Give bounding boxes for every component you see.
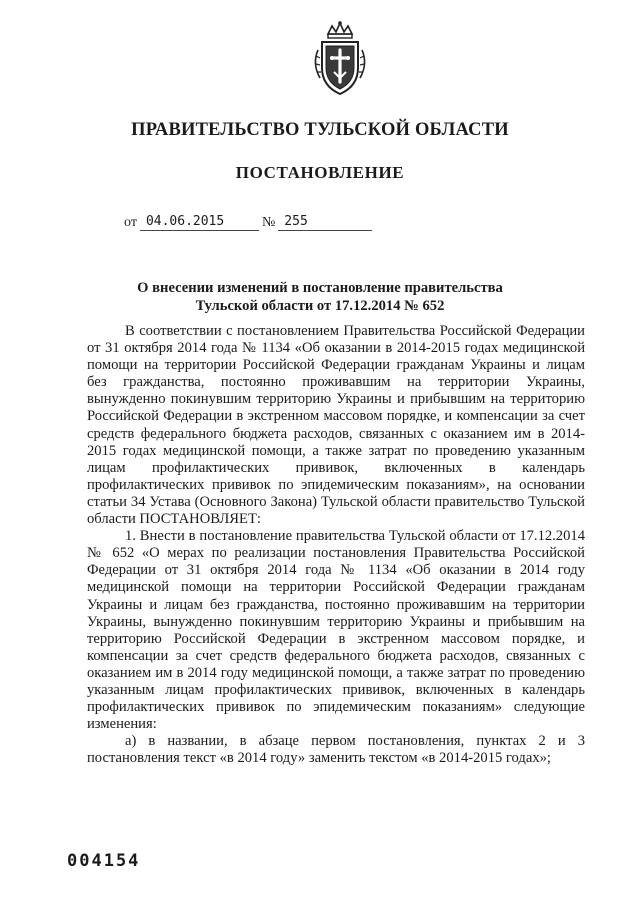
date-prefix: от <box>124 215 137 230</box>
document-body <box>87 323 585 767</box>
number-prefix: № <box>261 215 276 230</box>
body-paragraph-item-1a: а) в названии, в абзаце первом постановления, пунктах 2 и 3 постановления текст «в 2014 году» заменить текстом «в 2014-2015 годах»; <box>87 733 585 767</box>
date-number-line <box>121 214 372 231</box>
body-paragraph-preamble: В соответствии с постановлением Правительства Российской Федерации от 31 октября 2014 года № 1134 «Об оказании в 2014-2015 годах медицинской помощи на территории Российской Федерации гражданам Украины и лицам без гражданства, постоянно проживавшим на территории Украины, вынужденно покинувшим территорию Украины и прибывшим на территорию Российской Федерации в экстренном массовом порядке, и компенсации за счет средств федерального бюджета расходов, связанных с оказанием им в 2014-2015 годах медицинской помощи, а также затрат по проведению указанным лицам профилактических прививок, включенных в календарь профилактических прививок по эпидемическим показаниям», на основании статьи 34 Устава (Основного Закона) Тульской области правительство Тульской области ПОСТАНОВЛЯЕТ: <box>87 323 585 528</box>
subject-line-1: О внесении изменений в постановление правительства <box>137 280 503 296</box>
document-type: ПОСТАНОВЛЕНИЕ <box>235 163 405 182</box>
coat-of-arms-icon <box>308 20 372 100</box>
document-number: 255 <box>278 214 372 231</box>
document-subject <box>0 279 640 315</box>
body-paragraph-item-1: 1. Внести в постановление правительства Тульской области от 17.12.2014 № 652 «О мерах по реализации постановления Правительства Российской Федерации от 31 октября 2014 года № 1134 «Об оказании в 2014 году медицинской помощи на территории Российской Федерации гражданам Украины и лицам без гражданства, постоянно проживавшим на территории Украины, вынужденно покинувшим территорию Украины и прибывшим на территорию Российской Федерации в экстренном массовом порядке, и компенсации за счет средств федерального бюджета расходов, связанных с оказанием им в 2014 году медицинской помощи, а также затрат по проведению указанным лицам профилактических прививок, включенных в календарь профилактических прививок по эпидемическим показаниям» следующие изменения: <box>87 528 585 733</box>
organization-title: ПРАВИТЕЛЬСТВО ТУЛЬСКОЙ ОБЛАСТИ <box>131 120 509 140</box>
subject-line-2: Тульской области от 17.12.2014 № 652 <box>195 298 445 314</box>
document-date: 04.06.2015 <box>140 214 259 231</box>
form-serial-number: 004154 <box>67 851 141 871</box>
